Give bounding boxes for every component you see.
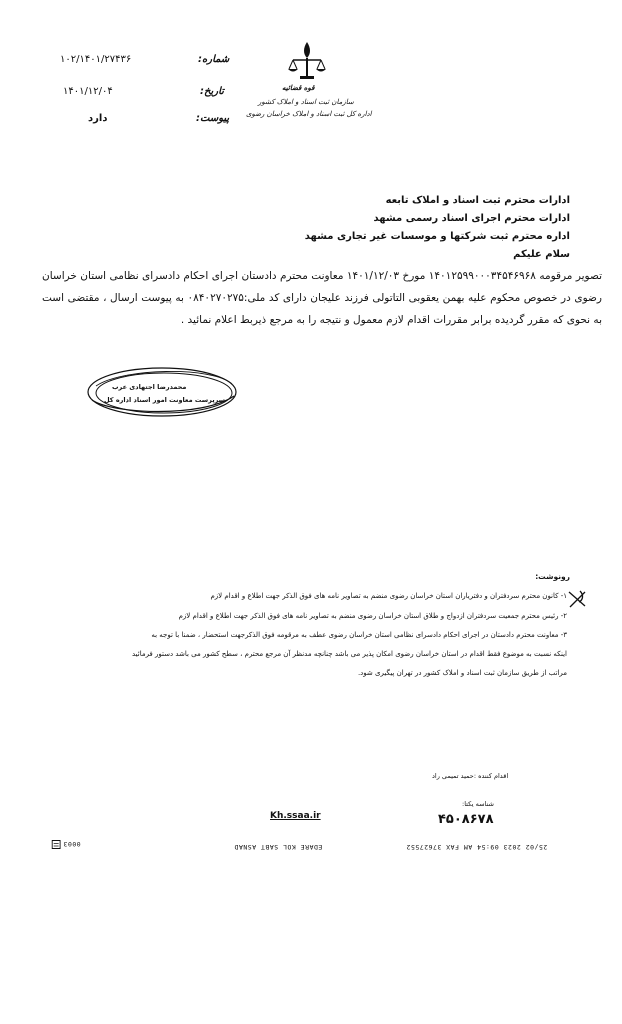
- attachment-value: دارد: [88, 113, 108, 124]
- fax-timestamp: 25/02 2023 09:54 AM FAX 37627552: [406, 843, 548, 851]
- fax-page: [52, 840, 81, 849]
- fax-sender: EDARE KOL SABT ASNAD: [234, 843, 323, 851]
- letter-number: ۱۰۲/۱۴۰۱/۲۷۴۳۶: [60, 54, 132, 65]
- org-name: سازمان ثبت اسناد و املاک کشور: [258, 98, 354, 106]
- cc-item: ۱- کانون محترم سردفتران و دفتریاران استان خراسان رضوی منضم به تصاویر نامه های فوق الذکر جهت اطلاع و اقدام لازم: [210, 592, 567, 600]
- signatory-title: سرپرست معاونت امور اسناد اداره کل: [104, 396, 226, 404]
- attachment-label: پیوست:: [196, 113, 230, 124]
- tracking-serial: ۴۵۰۸۶۷۸: [438, 812, 494, 827]
- scales-icon: [285, 38, 329, 82]
- cc-item: اینکه نسبت به موضوع فقط اقدام در استان خراسان رضوی امکان پذیر می باشد چنانچه مدنظر آن مرجع محترم ، سطح کشور می باشد دستور فرمائید: [131, 650, 567, 658]
- action-by: اقدام کننده :حمید تمیمی راد: [432, 772, 509, 780]
- signatory-name: محمدرضا اجتهادی عرب: [112, 383, 187, 391]
- signature-scribble-icon: [82, 362, 242, 422]
- tracking-label: شناسه یکتا:: [462, 800, 494, 808]
- salutation: سلام علیکم: [513, 249, 570, 260]
- page-icon: [52, 840, 61, 849]
- cc-item: مراتب از طریق سازمان ثبت اسناد و املاک کشور در تهران پیگیری شود.: [357, 669, 567, 677]
- letter-date: ۱۴۰۱/۱۲/۰۴: [63, 86, 113, 97]
- fax-page-number: 0003: [63, 840, 81, 849]
- cc-item: ۲- رئیس محترم جمعیت سردفتران ازدواج و طلاق استان خراسان رضوی منضم به تصاویر نامه های فوق الذکر جهت اطلاع و اقدام لازم: [178, 612, 567, 620]
- org-subunit: اداره کل ثبت اسناد و املاک خراسان رضوی: [246, 110, 372, 118]
- addressee-line: ادارات محترم اجرای اسناد رسمی مشهد: [373, 213, 570, 224]
- emblem-caption: قوه قضائیه: [282, 84, 315, 92]
- handwritten-check-icon: [566, 588, 588, 610]
- website-link[interactable]: Kh.ssaa.ir: [270, 811, 321, 821]
- judiciary-emblem: [285, 38, 329, 82]
- addressee-line: اداره محترم ثبت شرکتها و موسسات غیر تجاری مشهد: [304, 231, 570, 242]
- addressee-line: ادارات محترم ثبت اسناد و املاک تابعه: [385, 195, 570, 206]
- letter-number-label: شماره:: [198, 54, 230, 65]
- cc-heading: رونوشت:: [535, 572, 570, 581]
- letter-body: تصویر مرقومه ۱۴۰۱۲۵۹۹۰۰۰۳۴۵۴۶۹۶۸ مورخ ۱۴۰۱/۱۲/۰۳ معاونت محترم دادستان اجرای احکام دادسرای نظامی استان خراسان رضوی در خصوص محکوم علیه بهمن یعقوبی التاتولی فرزند علیجان دارای کد ملی:۰۸۴۰۲۷۰۲۷۵ به پیوست ارسال ، مقتضی است به نحوی که مقرر گردیده برابر مقررات اقدام لازم معمول و نتیجه را به مرجع ذیربط اعلام نمائید .: [42, 270, 603, 326]
- cc-item: ۳- معاونت محترم دادستان در اجرای احکام دادسرای نظامی استان خراسان رضوی عطف به مرقومه فوق الذکرجهت استحضار ، ضمنا با توجه به: [151, 631, 567, 639]
- letter-date-label: تاریخ:: [200, 86, 224, 97]
